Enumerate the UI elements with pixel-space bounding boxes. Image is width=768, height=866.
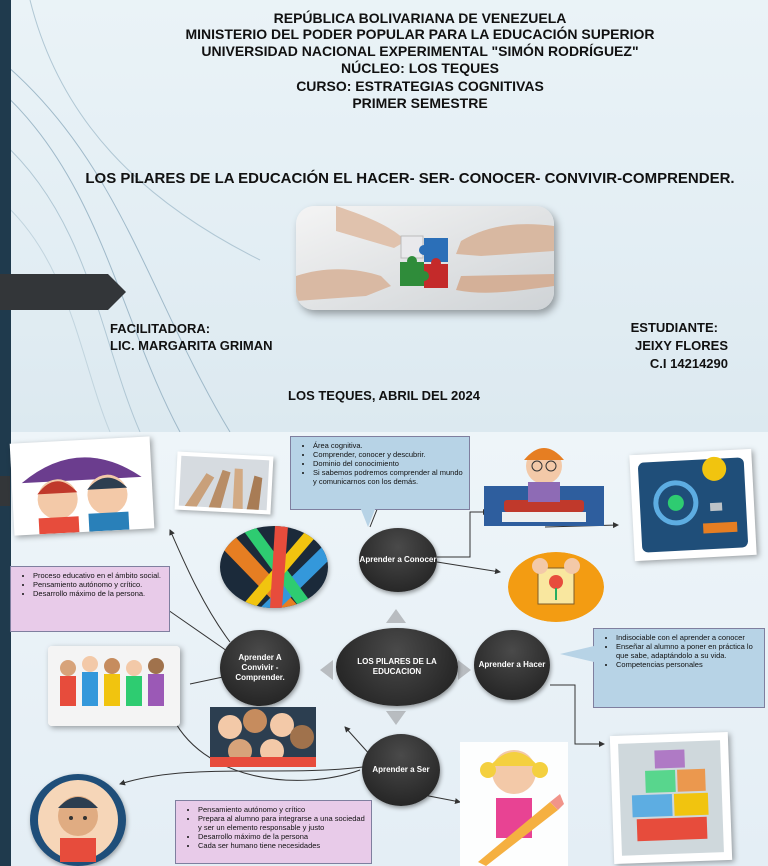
girl-pencil-image (460, 742, 568, 866)
list-item: • Comprender, conocer y descubrir. (313, 450, 463, 459)
flower-board-image (508, 552, 604, 622)
kids-umbrella-image (10, 436, 155, 535)
place-date: LOS TEQUES, ABRIL DEL 2024 (288, 388, 480, 403)
puzzle-hands-image (296, 206, 554, 310)
list-item: • Competencias personales (616, 660, 758, 669)
list-item: • Desarrollo máximo de la persona (198, 832, 365, 841)
list-item: • Pensamiento autónomo y crítico (198, 805, 365, 814)
list-item: • Si sabemos podremos comprender al mundo y comunicarnos con los demás. (313, 468, 463, 486)
happy-kids-image (48, 646, 180, 726)
student-label: ESTUDIANTE: (630, 320, 718, 335)
callout-pointer (360, 507, 376, 527)
facilitator-label: FACILITADORA: (110, 321, 211, 336)
list-item: • Prepara al alumno para integrarse a una sociedad y ser un elemento responsable y justo (198, 814, 365, 832)
header-line-1: REPÚBLICA BOLIVARIANA DE VENEZUELA (273, 10, 567, 26)
list-item: • Dominio del conocimiento (313, 459, 463, 468)
arrow-up-icon (386, 609, 406, 623)
building-blocks-image (610, 732, 732, 864)
callout-hacer (593, 628, 765, 708)
kids-circle-image (210, 707, 316, 767)
header-line-4: NÚCLEO: LOS TEQUES (341, 60, 499, 76)
list-item: • Pensamiento autónomo y crítico. (33, 580, 163, 589)
list-item: • Cada ser humano tiene necesidades (198, 841, 365, 850)
header-line-6: PRIMER SEMESTRE (352, 95, 488, 111)
hands-together-image (175, 452, 274, 515)
student-block (631, 319, 728, 373)
facilitator-name: LIC. MARGARITA GRIMAN (110, 338, 273, 353)
callout-pointer (560, 646, 594, 662)
student-books-image (484, 442, 604, 526)
pillars-map-slide (0, 432, 768, 866)
node-convivir: Aprender A Convivir - Comprender. (220, 630, 300, 706)
list-item: • Área cognitiva. (313, 441, 463, 450)
list-item: • Proceso educativo en el ámbito social. (33, 571, 163, 580)
callout-ser (175, 800, 372, 864)
header-line-5: CURSO: ESTRATEGIAS COGNITIVAS (296, 78, 544, 94)
arrow-left-icon (320, 660, 333, 680)
node-conocer: Aprender a Conocer (359, 528, 437, 592)
callout-conocer (290, 436, 470, 510)
center-node: LOS PILARES DE LA EDUCACION (336, 628, 458, 706)
list-item: • Enseñar al alumno a poner en práctica lo que sabe, adaptándolo a su vida. (616, 642, 758, 660)
left-accent-bar (0, 0, 11, 432)
student-id: C.I 14214290 (649, 356, 728, 371)
list-item: • Desarrollo máximo de la persona. (33, 589, 163, 598)
idea-target-image (629, 449, 756, 561)
callout-convivir (10, 566, 170, 632)
list-item: • Indisociable con el aprender a conocer (616, 633, 758, 642)
slide-title: LOS PILARES DE LA EDUCACIÓN EL HACER- SER- CONOCER- CONVIVIR-COMPRENDER. (85, 170, 735, 187)
arrow-tab (0, 274, 108, 310)
title-slide (0, 0, 768, 432)
boy-portrait-image (30, 774, 126, 866)
student-name: JEIXY FLORES (635, 338, 728, 353)
header-line-3: UNIVERSIDAD NACIONAL EXPERIMENTAL "SIMÓN RODRÍGUEZ" (201, 43, 639, 59)
diverse-hands-image (220, 526, 328, 608)
header-line-2: MINISTERIO DEL PODER POPULAR PARA LA EDUCACIÓN SUPERIOR (185, 26, 655, 42)
node-ser: Aprender a Ser (362, 734, 440, 806)
node-hacer: Aprender a Hacer (474, 630, 550, 700)
arrow-down-icon (386, 711, 406, 725)
arrow-right-icon (458, 660, 471, 680)
facilitator-block (110, 320, 272, 354)
